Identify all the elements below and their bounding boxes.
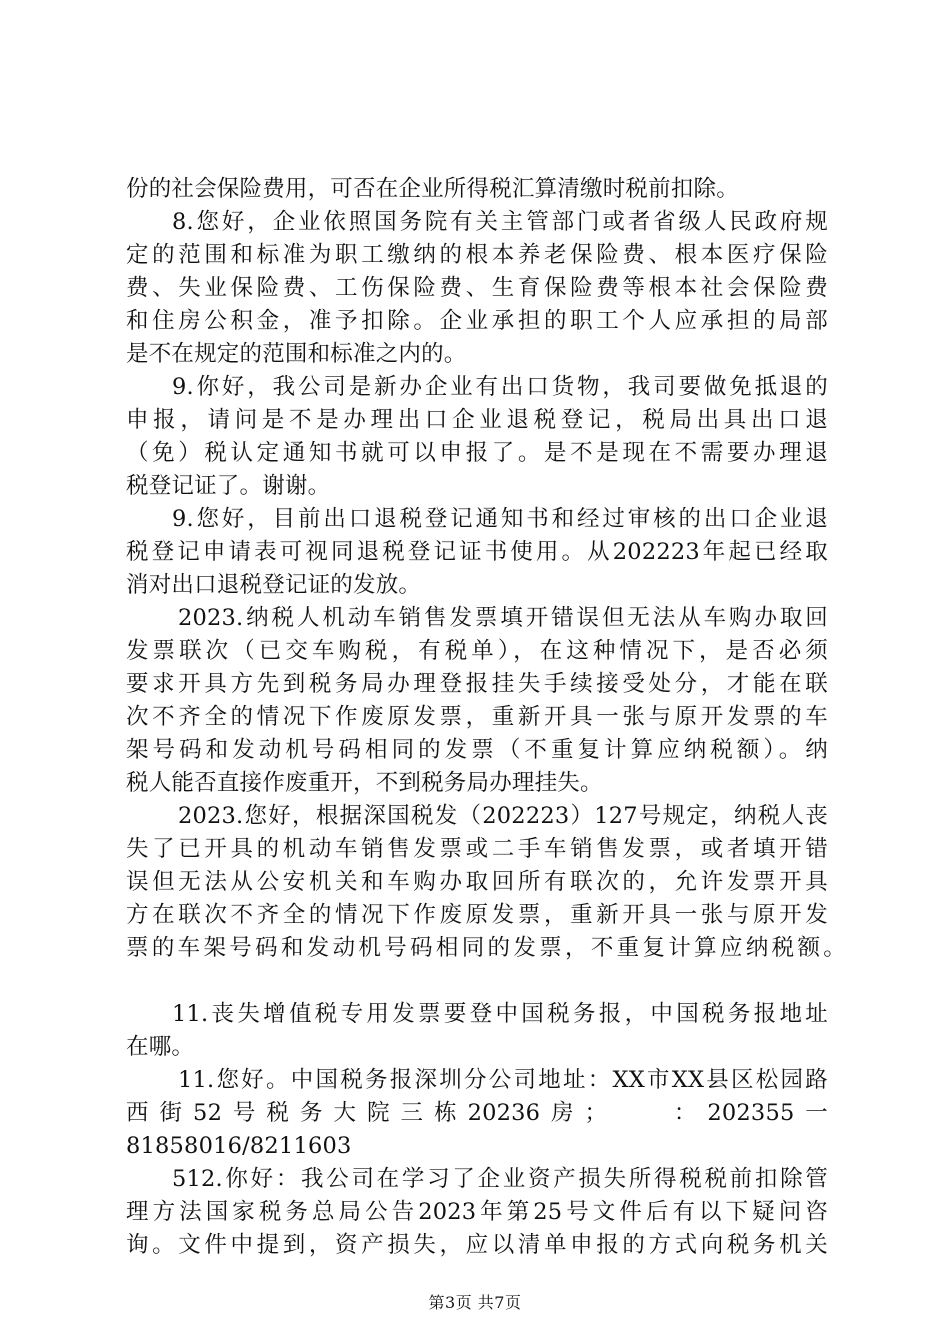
- paragraph-line: 次不齐全的情况下作废原发票，重新开具一张与原开发票的车: [126, 704, 828, 730]
- paragraph-line: 消对出口退税登记证的发放。: [126, 572, 422, 598]
- paragraph-line: 定的范围和标准为职工缴纳的根本养老保险费、根本医疗保险: [126, 242, 828, 268]
- paragraph-line: 2023.您好，根据深国税发（202223）127号规定，纳税人丧: [178, 803, 828, 829]
- page-number-footer: 第3页 共7页: [428, 1293, 522, 1312]
- paragraph-line: 理方法国家税务总局公告2023年第25号文件后有以下疑问咨: [126, 1199, 828, 1225]
- paragraph-line: 西街52号税务大院三栋20236房； ：202355一: [126, 1100, 828, 1126]
- paragraph-line: 税登记申请表可视同退税登记证书使用。从202223年起已经取: [126, 539, 828, 565]
- paragraph-line: 方在联次不齐全的情况下作废原发票，重新开具一张与原开发: [126, 902, 828, 928]
- paragraph-line: （免）税认定通知书就可以申报了。是不是现在不需要办理退: [126, 440, 828, 466]
- paragraph-line: 2023.纳税人机动车销售发票填开错误但无法从车购办取回: [178, 605, 828, 631]
- paragraph-line: 架号码和发动机号码相同的发票（不重复计算应纳税额）。纳: [126, 737, 828, 763]
- paragraph-line: 9.您好，目前出口退税登记通知书和经过审核的出口企业退: [172, 506, 828, 532]
- paragraph-line: 失了已开具的机动车销售发票或二手车销售发票，或者填开错: [126, 836, 828, 862]
- paragraph-line: 和住房公积金，准予扣除。企业承担的职工个人应承担的局部: [126, 308, 828, 334]
- paragraph-line: 在哪。: [126, 1034, 195, 1060]
- paragraph-line: 9.你好，我公司是新办企业有出口货物，我司要做免抵退的: [172, 374, 828, 400]
- paragraph-line: 512.你好：我公司在学习了企业资产损失所得税税前扣除管: [172, 1166, 828, 1192]
- paragraph-line: 81858016/8211603: [126, 1133, 352, 1159]
- paragraph-line: 税登记证了。谢谢。: [126, 473, 331, 499]
- paragraph-line: 申报，请问是不是办理出口企业退税登记，税局出具出口退: [126, 407, 828, 433]
- paragraph-line: 是不在规定的范围和标准之内的。: [126, 341, 467, 367]
- paragraph-line: 票的车架号码和发动机号码相同的发票，不重复计算应纳税额。: [126, 935, 846, 961]
- paragraph-line: 发票联次（已交车购税，有税单），在这种情况下，是否必须: [126, 638, 828, 664]
- paragraph-line: 费、失业保险费、工伤保险费、生育保险费等根本社会保险费: [126, 275, 828, 301]
- paragraph-line: 询。文件中提到，资产损失，应以清单申报的方式向税务机关: [126, 1232, 828, 1258]
- paragraph-line: 份的社会保险费用，可否在企业所得税汇算清缴时税前扣除。: [126, 176, 739, 202]
- paragraph-line: 11.丧失增值税专用发票要登中国税务报，中国税务报地址: [172, 1001, 828, 1027]
- paragraph-line: 要求开具方先到税务局办理登报挂失手续接受处分，才能在联: [126, 671, 828, 697]
- paragraph-line: 税人能否直接作废重开，不到税务局办理挂失。: [126, 770, 603, 796]
- paragraph-line: 误但无法从公安机关和车购办取回所有联次的，允许发票开具: [126, 869, 828, 895]
- paragraph-line: 8.您好，企业依照国务院有关主管部门或者省级人民政府规: [172, 209, 828, 235]
- paragraph-line: 11.您好。中国税务报深圳分公司地址：XX市XX县区松园路: [178, 1067, 828, 1093]
